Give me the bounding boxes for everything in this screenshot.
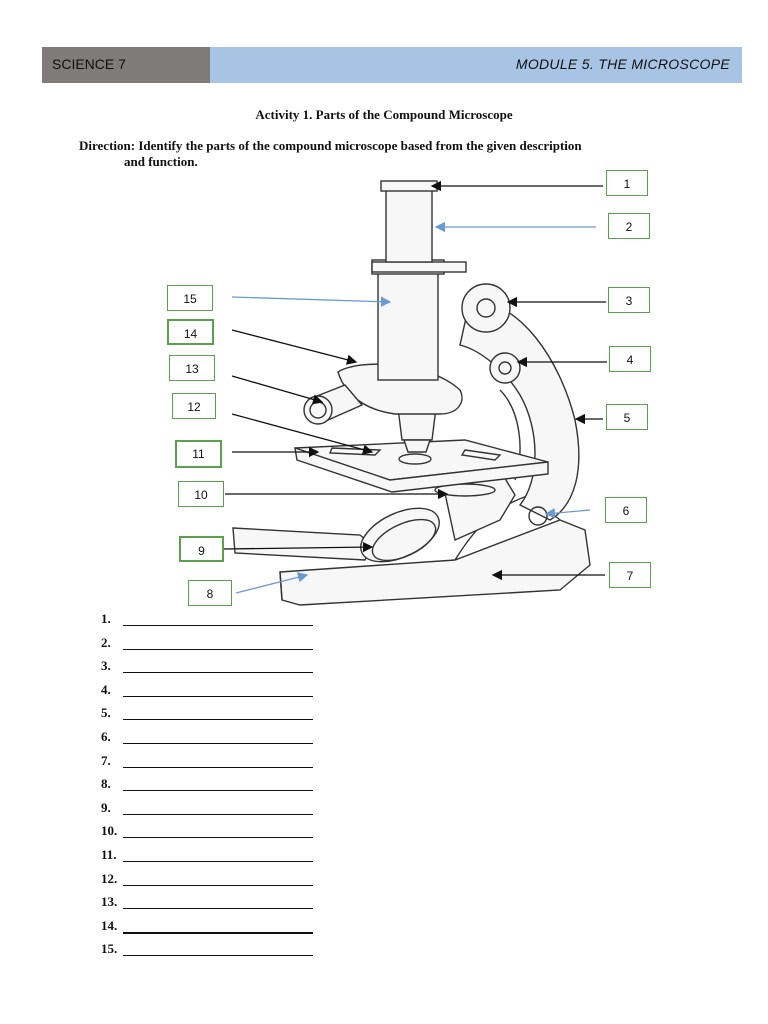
answer-number: 13. <box>101 894 118 910</box>
label-box-3: 3 <box>608 287 650 313</box>
answer-row <box>101 611 123 635</box>
answer-blank[interactable] <box>123 719 313 720</box>
answer-number: 1. <box>101 611 111 626</box>
answer-blank[interactable] <box>123 696 313 697</box>
label-box-4: 4 <box>609 346 651 372</box>
direction-line-2: and function. <box>124 154 198 169</box>
eyepiece-tube <box>386 190 432 262</box>
label-box-8: 8 <box>188 580 232 606</box>
answer-blank[interactable] <box>123 908 313 909</box>
answer-number: 8. <box>101 776 111 792</box>
answer-number: 3. <box>101 658 111 674</box>
answer-blank[interactable] <box>123 625 313 626</box>
answer-number: 12. <box>101 870 118 886</box>
label-box-15: 15 <box>167 285 213 311</box>
label-box-9: 9 <box>179 536 224 562</box>
mirror-holder <box>233 528 372 560</box>
answer-number: 4. <box>101 681 111 697</box>
answer-number: 11. <box>101 846 117 862</box>
answer-blank[interactable] <box>123 790 313 791</box>
label-box-2: 2 <box>608 213 650 239</box>
arrow-13 <box>232 376 322 402</box>
answer-number: 7. <box>101 752 111 768</box>
answer-number: 15. <box>101 941 118 957</box>
answer-list <box>101 611 123 965</box>
answer-row <box>101 658 123 682</box>
answer-number: 10. <box>101 823 118 839</box>
answer-row <box>101 635 123 659</box>
label-box-14: 14 <box>167 319 214 345</box>
coarse-knob <box>462 284 510 332</box>
fine-knob <box>490 353 520 383</box>
answer-blank[interactable] <box>123 672 313 673</box>
answer-number: 6. <box>101 728 111 744</box>
microscope-drawing <box>233 181 590 605</box>
label-box-5: 5 <box>606 404 648 430</box>
answer-blank[interactable] <box>123 955 313 956</box>
activity-title: Activity 1. Parts of the Compound Microscope <box>255 107 513 122</box>
arrow-14 <box>232 330 356 362</box>
arrow-15 <box>232 297 390 302</box>
answer-blank[interactable] <box>123 885 313 886</box>
answer-row <box>101 941 123 965</box>
answer-row <box>101 871 123 895</box>
answer-blank[interactable] <box>123 814 313 815</box>
answer-row <box>101 776 123 800</box>
answer-number: 5. <box>101 705 111 721</box>
answer-row <box>101 753 123 777</box>
answer-blank[interactable] <box>123 743 313 744</box>
label-box-10: 10 <box>178 481 224 507</box>
answer-row <box>101 705 123 729</box>
answer-blank[interactable] <box>123 767 313 768</box>
answer-blank[interactable] <box>123 649 313 650</box>
label-box-11: 11 <box>175 440 222 468</box>
answer-row <box>101 729 123 753</box>
answer-row <box>101 682 123 706</box>
label-box-7: 7 <box>609 562 651 588</box>
answer-blank[interactable] <box>123 932 313 934</box>
answer-row <box>101 800 123 824</box>
answer-row <box>101 918 123 942</box>
arrow-12 <box>232 414 372 452</box>
module-label: MODULE 5. THE MICROSCOPE <box>515 56 730 72</box>
direction-line-1: Direction: Identify the parts of the compound microscope based from the given description <box>79 138 582 153</box>
label-box-6: 6 <box>605 497 647 523</box>
answer-row <box>101 847 123 871</box>
label-box-1: 1 <box>606 170 648 196</box>
label-box-12: 12 <box>172 393 216 419</box>
eyepiece-cap <box>381 181 437 191</box>
answer-number: 2. <box>101 634 111 650</box>
subject-label: SCIENCE 7 <box>52 56 126 72</box>
answer-row <box>101 823 123 847</box>
body-tube <box>378 270 438 380</box>
answer-number: 9. <box>101 799 111 815</box>
answer-blank[interactable] <box>123 861 313 862</box>
answer-row <box>101 894 123 918</box>
answer-number: 14. <box>101 917 118 933</box>
answer-blank[interactable] <box>123 837 313 838</box>
label-box-13: 13 <box>169 355 215 381</box>
